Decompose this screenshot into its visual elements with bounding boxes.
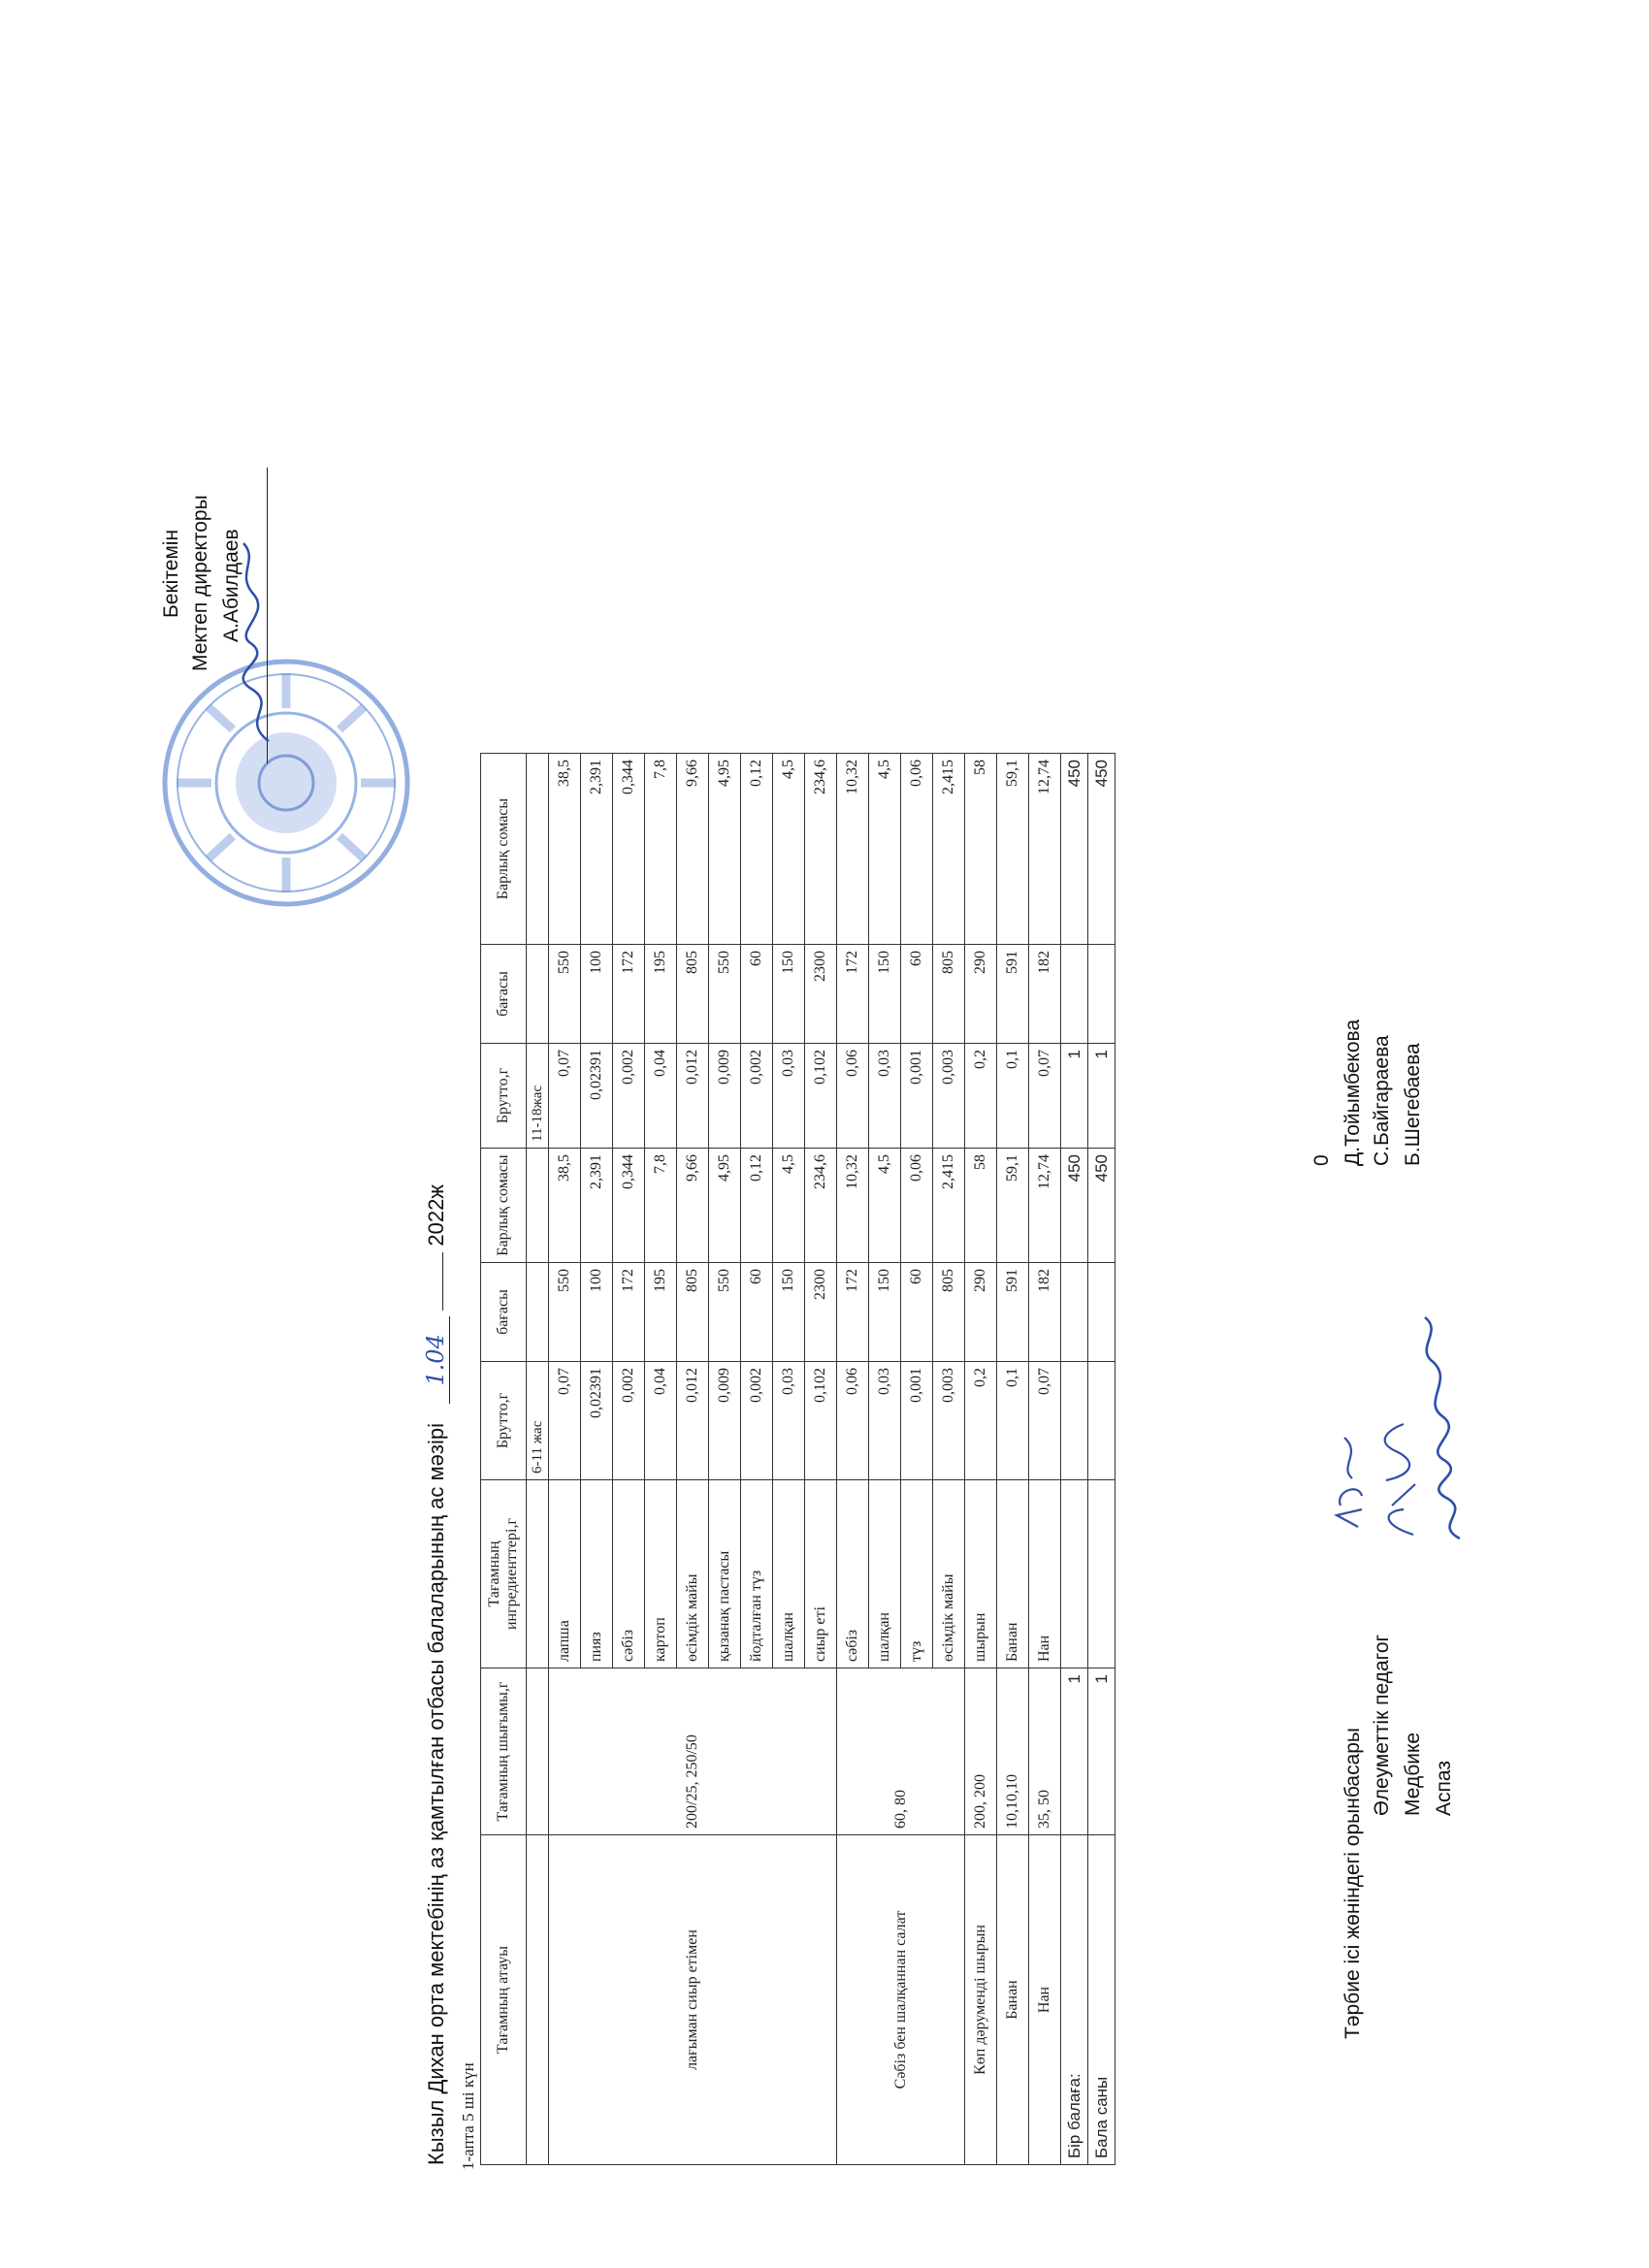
ingredient-cell: сиыр еті xyxy=(805,1480,837,1669)
brutto-cell-1: 0,1 xyxy=(997,1362,1029,1480)
table-row xyxy=(965,754,997,2165)
signature-role-cook: Аспаз xyxy=(1433,1761,1455,1816)
total-cell-2: 59,1 xyxy=(997,754,1029,945)
total-cell-2: 12,74 xyxy=(1029,754,1061,945)
signature-name-social-pedagogue: С.Байгараева xyxy=(1371,1035,1393,1166)
dish-portion: 200/25, 250/50 xyxy=(549,1669,837,1835)
age-group-1: 6-11 жас xyxy=(527,1362,549,1480)
ingredient-cell: Банан xyxy=(997,1480,1029,1669)
dish-name: Көп дәруменді шырын xyxy=(965,1835,997,2165)
ingredient-cell: йодталған түз xyxy=(741,1480,773,1669)
summary-label: Бала саны xyxy=(1088,1835,1116,2165)
brutto-cell-2: 0,009 xyxy=(709,1044,741,1149)
ingredient-cell: шырын xyxy=(965,1480,997,1669)
total-cell-2: 2,415 xyxy=(933,754,965,945)
price-cell-1: 182 xyxy=(1029,1263,1061,1362)
brutto-cell-2: 0,002 xyxy=(741,1044,773,1149)
total-cell-1: 0,344 xyxy=(613,1149,645,1263)
date-suffix: 2022ж xyxy=(424,1183,448,1247)
dish-name: лағыман сиыр етімен xyxy=(549,1835,837,2165)
table-row xyxy=(1029,754,1061,2165)
table-body xyxy=(549,754,1116,2165)
dish-name: Банан xyxy=(997,1835,1029,2165)
brutto-cell-1: 0,102 xyxy=(805,1362,837,1480)
price-cell-1: 172 xyxy=(613,1263,645,1362)
brutto-cell-2: 0,07 xyxy=(549,1044,581,1149)
week-label: 1-апта 5 ші күн xyxy=(459,2062,477,2170)
header-dish: Тағамның атауы xyxy=(481,1835,527,2165)
ingredient-cell: түз xyxy=(901,1480,933,1669)
price-cell-2: 172 xyxy=(837,945,869,1044)
brutto-cell-2: 0,06 xyxy=(837,1044,869,1149)
brutto-cell-2: 0,102 xyxy=(805,1044,837,1149)
total-cell-1: 10,32 xyxy=(837,1149,869,1263)
menu-table xyxy=(480,753,1116,2165)
price-cell-1: 591 xyxy=(997,1263,1029,1362)
total-cell-1: 4,5 xyxy=(773,1149,805,1263)
age-group-2: 11-18жас xyxy=(527,1044,549,1149)
ingredient-cell: өсімдік майы xyxy=(677,1480,709,1669)
price-cell-2: 2300 xyxy=(805,945,837,1044)
total-cell-2: 10,32 xyxy=(837,754,869,945)
price-cell-1: 550 xyxy=(549,1263,581,1362)
total-cell-2: 0,06 xyxy=(901,754,933,945)
brutto-cell-2: 0,07 xyxy=(1029,1044,1061,1149)
brutto-cell-1: 0,03 xyxy=(869,1362,901,1480)
table-row xyxy=(549,754,581,2165)
price-cell-2: 60 xyxy=(901,945,933,1044)
date-handwritten: 1.04 xyxy=(422,1316,450,1404)
brutto-cell-1: 0,04 xyxy=(645,1362,677,1480)
brutto-cell-1: 0,002 xyxy=(741,1362,773,1480)
price-cell-1: 150 xyxy=(869,1263,901,1362)
summary-total-2: 450 xyxy=(1061,754,1088,945)
price-cell-1: 100 xyxy=(581,1263,613,1362)
price-cell-1: 60 xyxy=(901,1263,933,1362)
price-cell-1: 290 xyxy=(965,1263,997,1362)
brutto-cell-1: 0,003 xyxy=(933,1362,965,1480)
ingredient-cell: пияз xyxy=(581,1480,613,1669)
signatures-block xyxy=(1310,613,1615,2165)
price-cell-2: 182 xyxy=(1029,945,1061,1044)
approval-position: Мектеп директоры xyxy=(189,495,211,671)
total-cell-2: 4,95 xyxy=(709,754,741,945)
ingredient-cell: шалқан xyxy=(869,1480,901,1669)
brutto-cell-1: 0,2 xyxy=(965,1362,997,1480)
total-cell-2: 4,5 xyxy=(773,754,805,945)
header-price-2: бағасы xyxy=(481,945,527,1044)
dish-portion: 10,10,10 xyxy=(997,1669,1029,1835)
total-cell-1: 4,5 xyxy=(869,1149,901,1263)
approval-name: А.Абилдаев xyxy=(220,529,242,642)
header-price-1: бағасы xyxy=(481,1263,527,1362)
price-cell-2: 195 xyxy=(645,945,677,1044)
total-cell-2: 7,8 xyxy=(645,754,677,945)
summary-count-1: 1 xyxy=(1061,1669,1088,1835)
header-brutto-2: Брутто,г xyxy=(481,1044,527,1149)
deputy-signature xyxy=(1329,1428,1373,1535)
price-cell-1: 60 xyxy=(741,1263,773,1362)
price-cell-1: 805 xyxy=(933,1263,965,1362)
total-cell-2: 0,12 xyxy=(741,754,773,945)
summary-row xyxy=(1088,754,1116,2165)
total-cell-1: 0,06 xyxy=(901,1149,933,1263)
document-title-line xyxy=(422,1184,450,2165)
total-cell-1: 4,95 xyxy=(709,1149,741,1263)
ingredient-cell: сәбіз xyxy=(837,1480,869,1669)
ingredient-cell: лапша xyxy=(549,1480,581,1669)
ingredient-cell: сәбіз xyxy=(613,1480,645,1669)
brutto-cell-1: 0,06 xyxy=(837,1362,869,1480)
total-cell-1: 59,1 xyxy=(997,1149,1029,1263)
signature-role-social-pedagogue: Әлеуметтік педагог xyxy=(1371,1634,1393,1816)
approval-block xyxy=(150,468,500,788)
brutto-cell-1: 0,02391 xyxy=(581,1362,613,1480)
table-row xyxy=(837,754,869,2165)
dish-name: Нан xyxy=(1029,1835,1061,2165)
brutto-cell-2: 0,003 xyxy=(933,1044,965,1149)
header-portion: Тағамның шығымы,г xyxy=(481,1669,527,1835)
brutto-cell-1: 0,07 xyxy=(1029,1362,1061,1480)
price-cell-2: 150 xyxy=(869,945,901,1044)
signature-zero: 0 xyxy=(1310,1154,1333,1166)
header-brutto-1: Брутто,г xyxy=(481,1362,527,1480)
header-ingredients: Тағамның ингредиенттері,г xyxy=(481,1480,527,1669)
summary-total-1: 450 xyxy=(1088,1149,1116,1263)
header-total-1: Барлық сомасы xyxy=(481,1149,527,1263)
total-cell-1: 2,415 xyxy=(933,1149,965,1263)
price-cell-1: 550 xyxy=(709,1263,741,1362)
summary-count-2: 1 xyxy=(1061,1044,1088,1149)
director-signature xyxy=(230,535,288,749)
ingredient-cell: картоп xyxy=(645,1480,677,1669)
brutto-cell-2: 0,03 xyxy=(773,1044,805,1149)
brutto-cell-1: 0,009 xyxy=(709,1362,741,1480)
total-cell-1: 38,5 xyxy=(549,1149,581,1263)
dish-name: Сәбіз бен шалқаннан салат xyxy=(837,1835,965,2165)
price-cell-1: 195 xyxy=(645,1263,677,1362)
price-cell-2: 60 xyxy=(741,945,773,1044)
dish-portion: 35, 50 xyxy=(1029,1669,1061,1835)
total-cell-1: 2,391 xyxy=(581,1149,613,1263)
total-cell-1: 234,6 xyxy=(805,1149,837,1263)
total-cell-2: 4,5 xyxy=(869,754,901,945)
brutto-cell-2: 0,02391 xyxy=(581,1044,613,1149)
signature-name-nurse: Б.Шегебаева xyxy=(1402,1043,1424,1166)
dish-portion: 60, 80 xyxy=(837,1669,965,1835)
ingredient-cell: қызанақ пастасы xyxy=(709,1480,741,1669)
brutto-cell-2: 0,2 xyxy=(965,1044,997,1149)
price-cell-2: 100 xyxy=(581,945,613,1044)
rotated-document-sheet xyxy=(160,225,1649,2170)
total-cell-2: 0,344 xyxy=(613,754,645,945)
document-title: Кызыл Дихан орта мектебінің аз қамтылған отбасы балаларының ас мәзірі xyxy=(424,1423,448,2165)
nurse-signature xyxy=(1413,1312,1481,1544)
table-row xyxy=(997,754,1029,2165)
summary-total-2: 450 xyxy=(1088,754,1116,945)
price-cell-2: 805 xyxy=(677,945,709,1044)
price-cell-2: 290 xyxy=(965,945,997,1044)
ingredient-cell: Нан xyxy=(1029,1480,1061,1669)
total-cell-2: 234,6 xyxy=(805,754,837,945)
signature-name-deputy: Д.Тойымбекова xyxy=(1342,1019,1364,1166)
brutto-cell-1: 0,03 xyxy=(773,1362,805,1480)
header-total-2: Барлық сомасы xyxy=(481,754,527,945)
total-cell-1: 0,12 xyxy=(741,1149,773,1263)
brutto-cell-1: 0,001 xyxy=(901,1362,933,1480)
total-cell-2: 9,66 xyxy=(677,754,709,945)
total-cell-1: 7,8 xyxy=(645,1149,677,1263)
brutto-cell-1: 0,002 xyxy=(613,1362,645,1480)
price-cell-2: 550 xyxy=(709,945,741,1044)
brutto-cell-1: 0,012 xyxy=(677,1362,709,1480)
price-cell-2: 591 xyxy=(997,945,1029,1044)
signature-role-deputy: Тәрбие ісі жөніндегі орынбасары xyxy=(1342,1727,1364,2039)
total-cell-1: 58 xyxy=(965,1149,997,1263)
brutto-cell-1: 0,07 xyxy=(549,1362,581,1480)
dish-portion: 200, 200 xyxy=(965,1669,997,1835)
total-cell-1: 9,66 xyxy=(677,1149,709,1263)
brutto-cell-2: 0,002 xyxy=(613,1044,645,1149)
total-cell-2: 2,391 xyxy=(581,754,613,945)
summary-count-2: 1 xyxy=(1088,1044,1116,1149)
total-cell-1: 12,74 xyxy=(1029,1149,1061,1263)
brutto-cell-2: 0,001 xyxy=(901,1044,933,1149)
price-cell-2: 150 xyxy=(773,945,805,1044)
brutto-cell-2: 0,012 xyxy=(677,1044,709,1149)
summary-row xyxy=(1061,754,1088,2165)
brutto-cell-2: 0,03 xyxy=(869,1044,901,1149)
price-cell-2: 550 xyxy=(549,945,581,1044)
ingredient-cell: шалқан xyxy=(773,1480,805,1669)
total-cell-2: 58 xyxy=(965,754,997,945)
price-cell-1: 150 xyxy=(773,1263,805,1362)
summary-label: Бір балаға: xyxy=(1061,1835,1088,2165)
ingredient-cell: өсімдік майы xyxy=(933,1480,965,1669)
price-cell-1: 805 xyxy=(677,1263,709,1362)
summary-count-1: 1 xyxy=(1088,1669,1116,1835)
brutto-cell-2: 0,04 xyxy=(645,1044,677,1149)
total-cell-2: 38,5 xyxy=(549,754,581,945)
brutto-cell-2: 0,1 xyxy=(997,1044,1029,1149)
price-cell-2: 172 xyxy=(613,945,645,1044)
approval-title: Бекітемін xyxy=(160,529,182,618)
summary-total-1: 450 xyxy=(1061,1149,1088,1263)
price-cell-1: 172 xyxy=(837,1263,869,1362)
signature-role-nurse: Медбике xyxy=(1402,1732,1424,1816)
price-cell-1: 2300 xyxy=(805,1263,837,1362)
price-cell-2: 805 xyxy=(933,945,965,1044)
